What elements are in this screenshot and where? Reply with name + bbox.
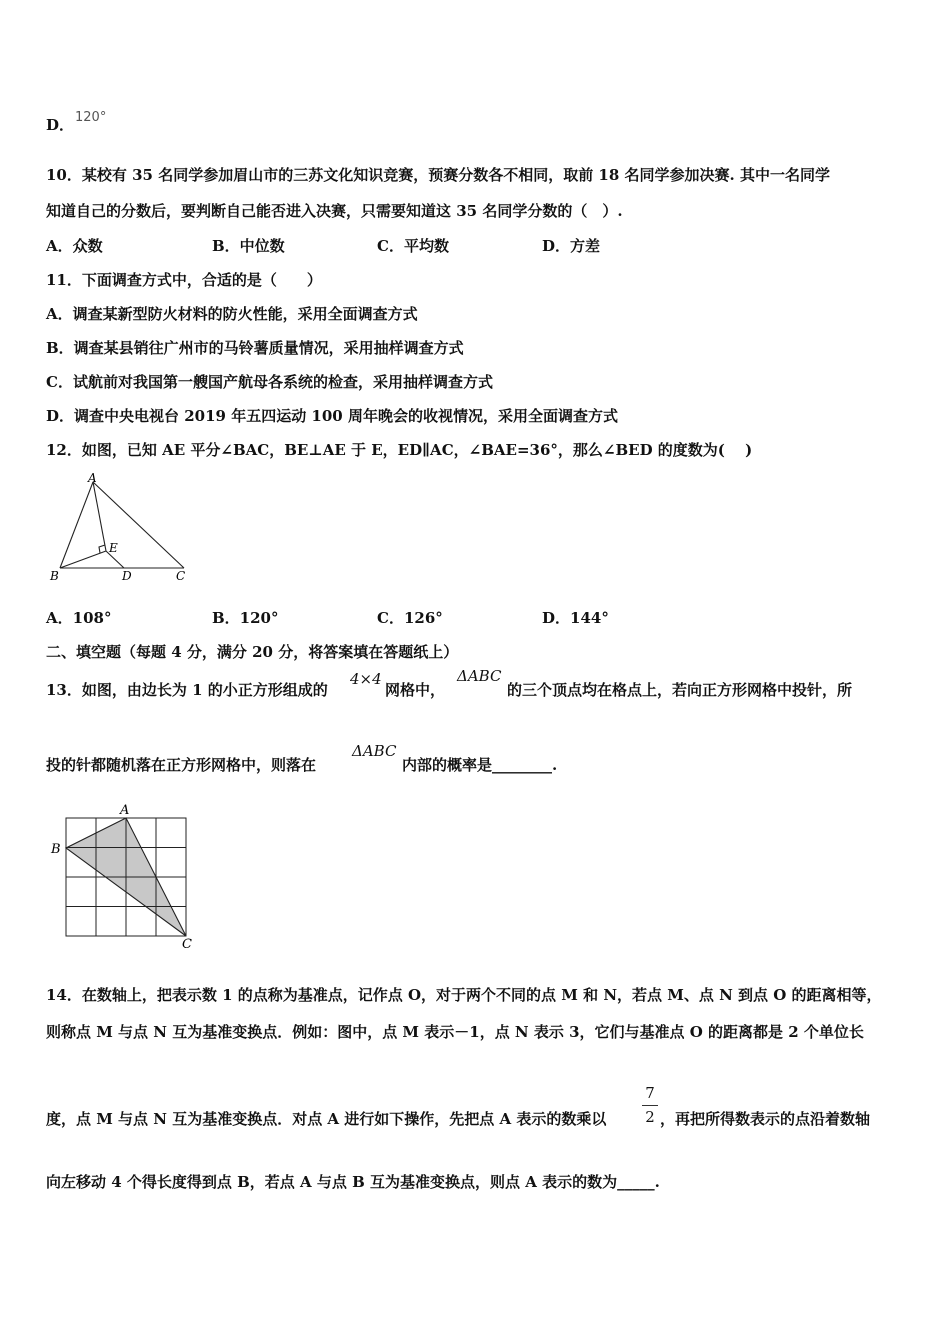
q14-line1: 14．在数轴上，把表示数 1 的点称为基准点，记作点 O，对于两个不同的点 M 和 N，若点 M、点 N 到点 O 的距离相等， (46, 986, 882, 1004)
q12-label-d: D (122, 569, 132, 583)
q11-option-d: D．调查中央电视台 2019 年五四运动 100 周年晚会的收视情况，采用全面调查方式 (46, 407, 618, 425)
q13-grid-figure (46, 800, 206, 952)
q12-label-a: A (88, 471, 97, 485)
q12-side-ab (60, 482, 93, 568)
q13-label-c: C (182, 937, 192, 952)
q10-option-c: C．平均数 (377, 237, 449, 255)
q12-option-b: B．120° (212, 609, 279, 627)
q12-side-ac (93, 482, 184, 568)
q11-option-b: B．调查某县销往广州市的马铃薯质量情况，采用抽样调查方式 (46, 339, 464, 357)
q11-option-c: C．试航前对我国第一艘国产航母各系统的检查，采用抽样调查方式 (46, 373, 493, 391)
q14-fraction-numerator: 7 (645, 1084, 655, 1102)
q9-option-d-label: D． (46, 116, 75, 134)
q14-line4: 向左移动 4 个得长度得到点 B，若点 A 与点 B 互为基准变换点，则点 A 表示的数为_____. (46, 1173, 660, 1191)
q10-stem-line2: 知道自己的分数后，要判断自己能否进入决赛，只需要知道这 35 名同学分数的（ ）. (46, 202, 623, 220)
q12-option-c: C．126° (377, 609, 443, 627)
q13-label-a: A (120, 803, 130, 818)
q10-stem-line1: 10．某校有 35 名同学参加眉山市的三苏文化知识竞赛，预赛分数各不相同，取前 18 名同学参加决赛. 其中一名同学 (46, 166, 830, 184)
q13-math-triangle: ΔABC (457, 667, 502, 685)
q14-line2: 则称点 M 与点 N 互为基准变换点．例如：图中，点 M 表示－1，点 N 表示 3，它们与基准点 O 的距离都是 2 个单位长 (46, 1023, 864, 1041)
q13-text-part2: 网格中， (385, 681, 446, 699)
q14-fraction-bar (642, 1105, 658, 1106)
q13-line2-math: ΔABC (352, 742, 397, 760)
q13-text-part3: 的三个顶点均在格点上，若向正方形网格中投针，所 (507, 681, 853, 699)
q13-text-part1: 13．如图，由边长为 1 的小正方形组成的 (46, 681, 328, 699)
q10-option-a: A．众数 (46, 237, 103, 255)
q12-triangle-figure (46, 470, 196, 588)
q11-stem: 11．下面调查方式中，合适的是（ ） (46, 271, 322, 289)
q14-line3-b: ，再把所得数表示的点沿着数轴 (660, 1110, 871, 1128)
q9-option-d-value: 120° (75, 110, 107, 125)
section2-title: 二、填空题（每题 4 分，满分 20 分，将答案填在答题纸上） (46, 643, 459, 661)
q10-option-d: D．方差 (542, 237, 601, 255)
q12-label-c: C (176, 569, 186, 583)
q14-fraction-denominator: 2 (645, 1108, 655, 1126)
q13-line2-b: 内部的概率是________. (402, 756, 558, 774)
q13-line2-a: 投的针都随机落在正方形网格中，则落在 (46, 756, 317, 774)
q12-label-e: E (109, 541, 118, 555)
q12-option-d: D．144° (542, 609, 609, 627)
q12-stem: 12．如图，已知 AE 平分∠BAC，BE⊥AE 于 E，ED∥AC，∠BAE=36°，那么∠BED 的度数为( ) (46, 441, 753, 459)
q14-line3-a: 度，点 M 与点 N 互为基准变换点．对点 A 进行如下操作，先把点 A 表示的数乘以 (46, 1110, 607, 1128)
q13-label-b: B (51, 842, 61, 857)
q12-segment-be (60, 551, 106, 568)
q11-option-a: A．调查某新型防火材料的防火性能，采用全面调查方式 (46, 305, 418, 323)
q13-math-grid: 4×4 (350, 670, 382, 688)
q12-label-b: B (50, 569, 59, 583)
q10-option-b: B．中位数 (212, 237, 285, 255)
q12-option-a: A．108° (46, 609, 112, 627)
